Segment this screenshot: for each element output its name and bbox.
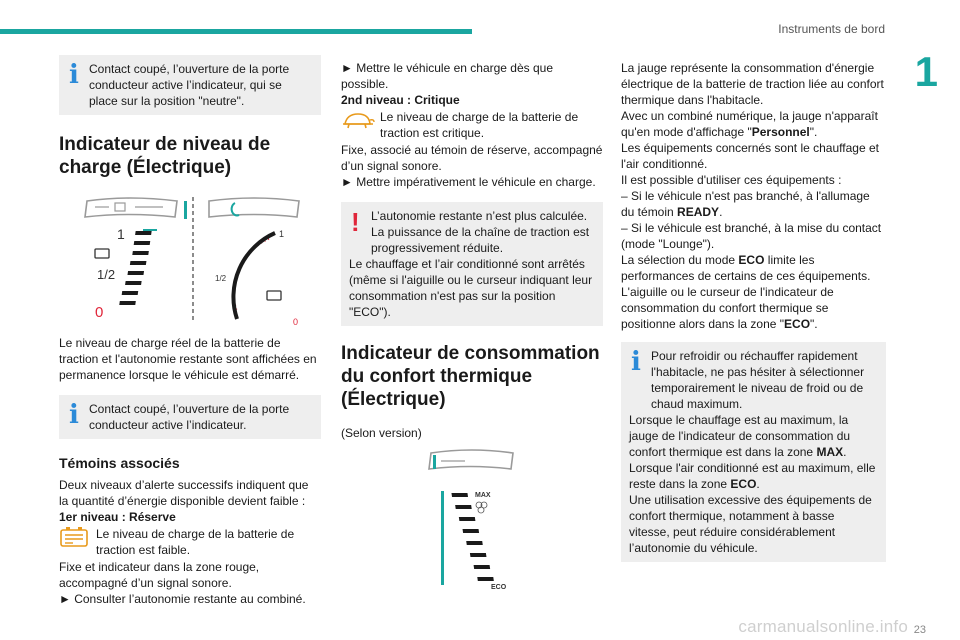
column-3 [621,60,886,570]
info-icon: i [69,400,79,430]
para-eco-mode: La sélection du mode ECO limite les performances de certains de ces équipements. [621,253,871,283]
para-needle: L'aiguille ou le curseur de l'indicateur de consommation du confort thermique se positionne alors dans la zone "ECO". [621,285,834,331]
para-charge-level: Le niveau de charge réel de la batterie de traction et l'autonomie restante sont affichées en permanence lorsque le véhicule est démarré. [59,336,317,382]
tip-text: Pour refroidir ou réchauffer rapidement l'habitacle, ne pas hésiter à sélectionner temporairement le niveau de froid ou de chaud maximum. [651,349,865,411]
dial-label-half: 1/2 [215,274,227,283]
heading-thermal-comfort: Indicateur de consommation du confort thermique (Électrique) [341,343,600,410]
note-text: Contact coupé, l’ouverture de la porte conducteur active l’indicateur, qui se place sur la position "neutre". [89,62,290,108]
warning-note [341,202,603,326]
level2-desc: Le niveau de charge de la batterie de traction est critique. [380,110,579,140]
thermal-eco-label: ECO [491,584,507,591]
gauge-label-zero: 0 [95,304,104,321]
charge-gauge-figure [59,193,321,327]
level2-title: 2nd niveau : Critique [341,93,460,107]
para-equipment: Les équipements concernés sont le chauffage et l'air conditionné. [621,141,879,171]
para-gauge: La jauge représente la consommation d'énergie électrique de la batterie de traction liée au confort thermique dans l'habitacle. [621,61,884,107]
tip-note [621,342,886,562]
dial-label-zero: 0 [293,317,299,327]
gauge-label-one: 1 [117,226,125,242]
level2-action: ► Mettre impérativement le véhicule en charge. [341,175,596,189]
column-2 [341,60,603,597]
tip-eco: Lorsque l'air conditionné est au maximum, elle reste dans la zone ECO. [629,461,876,491]
level2-alert [341,109,603,141]
info-icon: i [631,347,641,377]
gauge-label-half: 1/2 [97,267,116,282]
level1-alert [59,526,321,558]
heading-charge-level: Indicateur de niveau de charge (Électrique) [59,134,271,178]
header-accent-bar [0,29,472,34]
level1-action: ► Consulter l’autonomie restante au combiné. [59,592,306,606]
critical-turtle-icon [341,109,375,131]
level2-para: Fixe, associé au témoin de réserve, accompagné d’un signal sonore. [341,143,603,173]
para-alert-levels: Deux niveaux d’alerte successifs indiquent que la quantité d’énergie disponible devient faible : [59,478,309,508]
dial-label-one: 1 [279,229,285,239]
thermal-gauge-figure [341,447,603,597]
level1-title: 1er niveau : Réserve [59,510,176,524]
tip-excess: Une utilisation excessive des équipements de confort thermique, notamment à basse vitesse, peut réduire considérablement l’autonomie du véhicule. [629,493,872,555]
note-text: Contact coupé, l’ouverture de la porte conducteur active l’indicateur. [89,402,290,432]
version-note: (Selon version) [341,426,422,440]
info-note [59,55,321,115]
info-icon: i [69,60,79,90]
tip-max: Lorsque le chauffage est au maximum, la jauge de l'indicateur de consommation du confort thermique est dans la zone MAX. [629,413,851,459]
level1-desc: Le niveau de charge de la batterie de traction est faible. [96,527,295,557]
para-ready: – Si le véhicule n'est pas branché, à l'allumage du témoin READY. [621,189,870,219]
info-note [59,395,321,439]
watermark: carmanualsonline.info [738,617,908,636]
level1-para: Fixe et indicateur dans la zone rouge, accompagné d’un signal sonore. [59,560,260,590]
para-digital: Avec un combiné numérique, la jauge n'apparaît qu'en mode d'affichage "Personnel". [621,109,878,139]
para-charge-asap: ► Mettre le véhicule en charge dès que possible. [341,61,553,91]
warning-text-2: Le chauffage et l’air conditionné sont arrêtés (même si l'aiguille ou le curseur indiquant leur consommation n'est pas sur la position "ECO"). [349,257,593,319]
page-number: 23 [913,624,926,636]
battery-icon [95,249,109,258]
heading-associated-lamps: Témoins associés [59,455,180,471]
column-1 [59,55,321,607]
chapter-number: 1 [914,48,938,95]
warning-icon: ! [351,207,360,237]
para-usage: Il est possible d'utiliser ces équipements : [621,173,842,187]
para-lounge: – Si le véhicule est branché, à la mise du contact (mode "Lounge"). [621,221,882,251]
warning-text: L’autonomie restante n’est plus calculée. La puissance de la chaîne de traction est progressivement réduite. [371,209,590,255]
thermal-max-label: MAX [475,492,491,499]
battery-reserve-icon [59,526,91,548]
section-title: Instruments de bord [778,22,885,36]
